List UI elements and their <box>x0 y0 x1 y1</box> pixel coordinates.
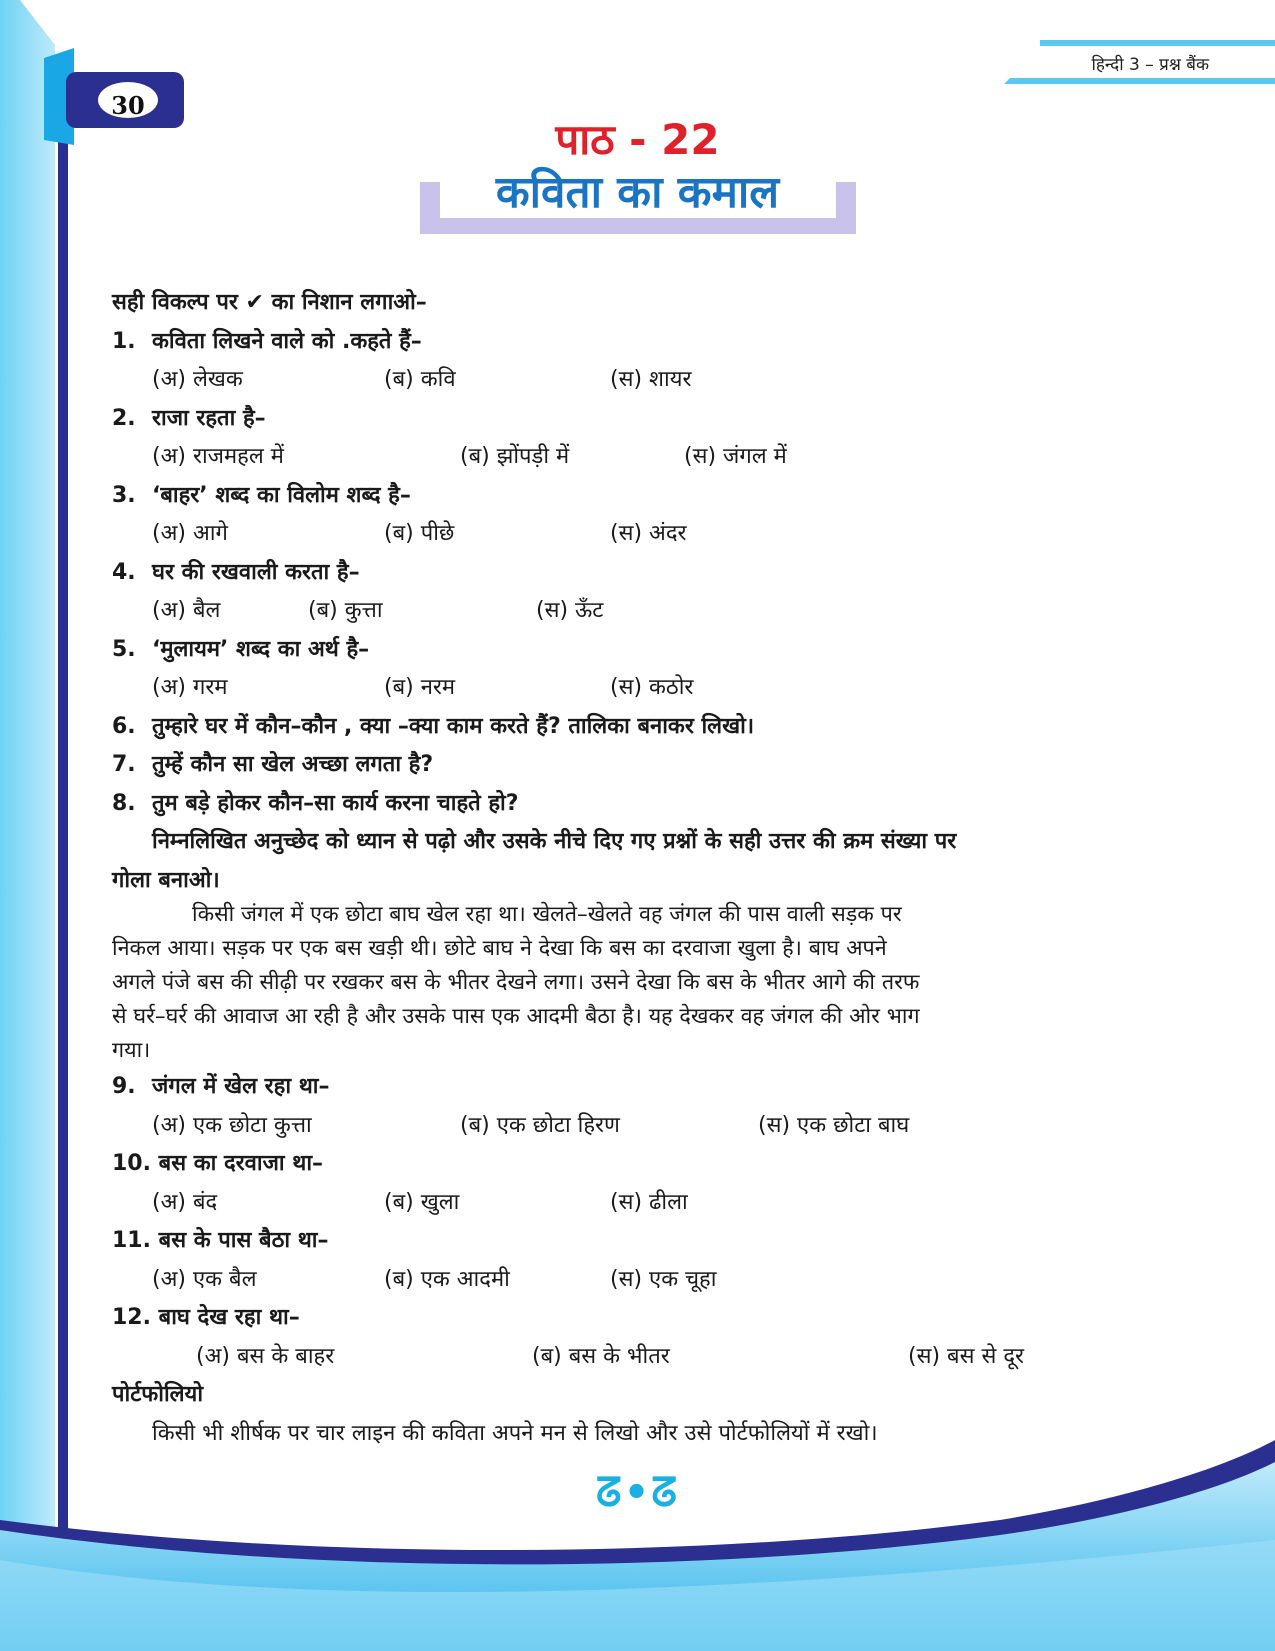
question-text: ‘मुलायम’ शब्द का अर्थ है– <box>152 636 370 662</box>
question <box>112 554 1162 593</box>
passage-line: गया। <box>112 1038 151 1063</box>
question-number: 12. <box>112 1305 151 1330</box>
question-number: 4. <box>112 559 136 585</box>
options-row <box>112 1261 1162 1300</box>
options-row <box>112 515 1162 554</box>
passage-line: निकल आया। सड़क पर एक बस खड़ी थी। छोटे बाघ ने देखा कि बस का दरवाजा खुला है। बाघ अपने <box>112 936 887 961</box>
portfolio-heading: पोर्टफोलियो <box>112 1382 204 1407</box>
question-text: बस के पास बैठा था– <box>158 1228 329 1253</box>
ornament-divider-icon: ᘔ•ᘔ <box>595 1470 680 1516</box>
options-row <box>112 361 1162 400</box>
question-number: 5. <box>112 636 136 662</box>
option-c[interactable]: (स) जंगल में <box>684 444 787 469</box>
question <box>112 1222 1162 1261</box>
question-text: घर की रखवाली करता है– <box>152 559 360 585</box>
options-row <box>112 669 1162 708</box>
question <box>112 785 1162 824</box>
option-b[interactable]: (ब) झोंपड़ी में <box>460 444 570 469</box>
question-text: कविता लिखने वाले को .कहते हैं– <box>152 328 422 354</box>
option-c[interactable]: (स) बस से दूर <box>908 1343 1025 1369</box>
option-c[interactable]: (स) कठोर <box>610 675 694 700</box>
question-number: 3. <box>112 482 136 508</box>
option-c[interactable]: (स) ढीला <box>610 1189 688 1215</box>
question <box>112 400 1162 439</box>
question-number: 9. <box>112 1074 136 1099</box>
portfolio-text: किसी भी शीर्षक पर चार लाइन की कविता अपने मन से लिखो और उसे पोर्टफोलियों में रखो। <box>152 1420 878 1446</box>
question-text: बस का दरवाजा था– <box>158 1151 324 1176</box>
worksheet-content <box>112 284 1162 1453</box>
question <box>112 323 1162 362</box>
question-text: जंगल में खेल रहा था– <box>152 1074 330 1099</box>
option-c[interactable]: (स) एक चूहा <box>610 1266 717 1292</box>
option-b[interactable]: (ब) पीछे <box>384 521 455 546</box>
question <box>112 1068 1162 1107</box>
question <box>112 1145 1162 1184</box>
passage <box>112 898 1162 1068</box>
options-row <box>112 1107 1162 1146</box>
question <box>112 631 1162 670</box>
option-b[interactable]: (ब) कुत्ता <box>308 598 383 623</box>
passage-line: से घर्र–घर्र की आवाज आ रही है और उसके पास एक आदमी बैठा है। यह देखकर वह जंगल की ओर भाग <box>112 1004 920 1029</box>
question-text: राजा रहता है– <box>152 405 266 431</box>
option-b[interactable]: (ब) एक आदमी <box>384 1266 510 1292</box>
option-b[interactable]: (ब) नरम <box>384 675 456 700</box>
option-a[interactable]: (अ) बंद <box>152 1189 218 1215</box>
option-a[interactable]: (अ) एक छोटा कुत्ता <box>152 1112 312 1138</box>
options-row <box>112 1338 1162 1377</box>
question-text: तुम्हारे घर में कौन–कौन , क्या –क्या काम करते हैं? तालिका बनाकर लिखो। <box>152 713 755 739</box>
option-c[interactable]: (स) शायर <box>610 367 692 392</box>
option-b[interactable]: (ब) खुला <box>384 1189 460 1215</box>
question <box>112 477 1162 516</box>
option-a[interactable]: (अ) राजमहल में <box>152 444 284 469</box>
option-a[interactable]: (अ) बैल <box>152 598 221 623</box>
page-number: 30 <box>111 91 145 120</box>
question-number: 6. <box>112 713 136 739</box>
question <box>112 746 1162 785</box>
question-number: 7. <box>112 752 136 777</box>
question-text: तुम बड़े होकर कौन–सा कार्य करना चाहते हो? <box>152 790 519 816</box>
question <box>112 1299 1162 1338</box>
options-row <box>112 592 1162 631</box>
option-a[interactable]: (अ) गरम <box>152 675 228 700</box>
question-number: 11. <box>112 1228 151 1253</box>
question <box>112 708 1162 747</box>
lesson-number: पाठ - 22 <box>555 115 720 164</box>
option-a[interactable]: (अ) आगे <box>152 521 228 546</box>
option-b[interactable]: (ब) एक छोटा हिरण <box>460 1112 620 1138</box>
option-c[interactable]: (स) एक छोटा बाघ <box>758 1112 910 1138</box>
question-number: 1. <box>112 328 136 354</box>
question-text: तुम्हें कौन सा खेल अच्छा लगता है? <box>152 752 434 777</box>
passage-line: अगले पंजे बस की सीढ़ी पर रखकर बस के भीतर देखने लगा। उसने देखा कि बस के भीतर आगे की तरफ <box>112 970 920 995</box>
instruction: सही विकल्प पर ✔ का निशान लगाओ– <box>112 290 427 315</box>
question-text: ‘बाहर’ शब्द का विलोम शब्द है– <box>152 482 411 508</box>
book-title: हिन्दी 3 – प्रश्न बैंक <box>1091 55 1209 75</box>
question-text: बाघ देख रहा था– <box>158 1305 300 1330</box>
option-a[interactable]: (अ) लेखक <box>152 367 243 392</box>
option-a[interactable]: (अ) एक बैल <box>152 1266 257 1292</box>
question-number: 2. <box>112 405 136 431</box>
options-row <box>112 438 1162 477</box>
question-number: 8. <box>112 790 136 816</box>
option-b[interactable]: (ब) बस के भीतर <box>532 1343 670 1369</box>
option-c[interactable]: (स) ऊँट <box>536 598 604 623</box>
passage-line: किसी जंगल में एक छोटा बाघ खेल रहा था। खेलते–खेलते वह जंगल की पास वाली सड़क पर <box>192 902 902 927</box>
options-row <box>112 1184 1162 1223</box>
passage-instruction-line: निम्नलिखित अनुच्छेद को ध्यान से पढ़ो और उसके नीचे दिए गए प्रश्नों के सही उत्तर की क्रम संख्या पर <box>152 829 957 854</box>
option-c[interactable]: (स) अंदर <box>610 521 687 546</box>
passage-instruction-line: गोला बनाओ। <box>112 867 220 893</box>
question-number: 10. <box>112 1151 151 1176</box>
option-b[interactable]: (ब) कवि <box>384 367 456 392</box>
lesson-title: कविता का कमाल <box>495 167 780 218</box>
option-a[interactable]: (अ) बस के बाहर <box>196 1343 335 1369</box>
